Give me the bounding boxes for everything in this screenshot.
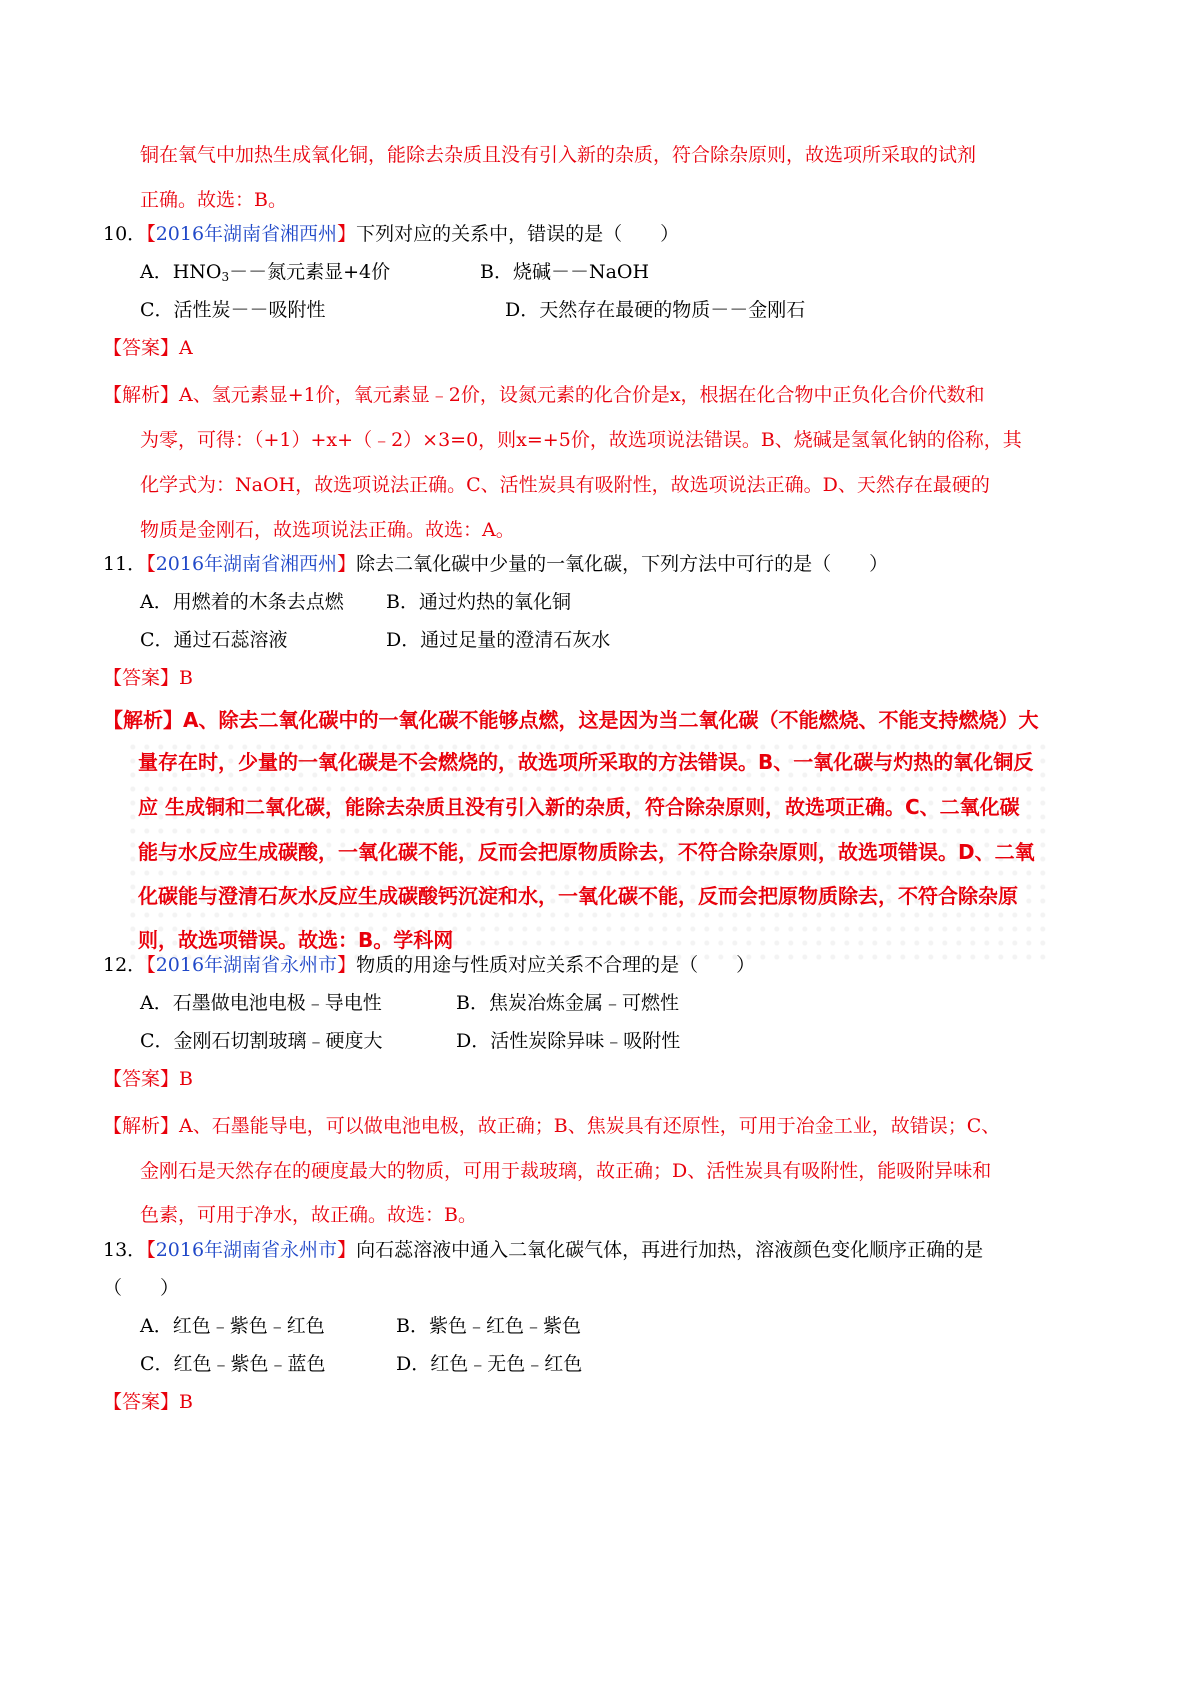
question-11-analysis-line-1 <box>103 708 1038 732</box>
question-number: 12． <box>103 954 147 976</box>
question-11-analysis-line-3: 应 生成铜和二氧化碳，能除去杂质且没有引入新的杂质，符合除杂原则，故选项正确。C、二氧化碳 <box>138 795 1020 819</box>
question-source: 2016年湖南省永州市 <box>155 1239 338 1261</box>
source-bracket-open: 【 <box>146 553 156 575</box>
question-text: 下列对应的关系中，错误的是（ ） <box>356 223 680 245</box>
question-12-analysis-line-3: 色素，可用于净水，故正确。故选：B。 <box>140 1204 477 1226</box>
question-source: 2016年湖南省永州市 <box>155 954 338 976</box>
question-13-answer <box>103 1390 193 1414</box>
question-13-option-a: A．红色﹣紫色﹣红色 <box>140 1315 325 1337</box>
question-11-option-d: D．通过足量的澄清石灰水 <box>386 629 611 651</box>
source-bracket-close: 】 <box>337 223 357 245</box>
answer-tag: 【答案】 <box>103 667 180 689</box>
analysis-tag: 【解析】 <box>103 708 183 732</box>
answer-value: B <box>179 1391 193 1413</box>
question-13-stem-continued: （ ） <box>103 1277 180 1299</box>
question-13-stem <box>103 1238 983 1262</box>
question-10-option-a <box>140 260 390 289</box>
question-11-analysis-line-2: 量存在时，少量的一氧化碳是不会燃烧的，故选项所采取的方法错误。B、一氧化碳与灼热的氧化铜反 <box>138 750 1034 774</box>
question-12-option-b: B．焦炭冶炼金属﹣可燃性 <box>456 992 679 1014</box>
question-13-option-c: C．红色﹣紫色﹣蓝色 <box>140 1353 326 1375</box>
answer-value: B <box>179 667 193 689</box>
question-12-analysis-line-1 <box>103 1114 1000 1138</box>
source-bracket-close: 】 <box>337 1239 357 1261</box>
question-10-answer <box>103 336 193 360</box>
analysis-text: A、石墨能导电，可以做电池电极，故正确；B、焦炭具有还原性，可用于冶金工业，故错误；C、 <box>179 1115 1001 1137</box>
question-11-analysis-line-5: 化碳能与澄清石灰水反应生成碳酸钙沉淀和水，一氧化碳不能，反而会把原物质除去，不符合除杂原 <box>138 884 1018 908</box>
option-text: A．HNO <box>140 261 222 283</box>
answer-value: B <box>179 1068 193 1090</box>
question-12-option-c: C．金刚石切割玻璃﹣硬度大 <box>140 1030 383 1052</box>
question-13-option-d: D．红色﹣无色﹣红色 <box>396 1353 583 1375</box>
question-12-option-d: D．活性炭除异味﹣吸附性 <box>456 1030 681 1052</box>
question-11-option-c: C．通过石蕊溶液 <box>140 629 288 651</box>
answer-tag: 【答案】 <box>103 337 180 359</box>
question-11-option-a: A．用燃着的木条去点燃 <box>140 591 344 613</box>
question-12-answer <box>103 1067 193 1091</box>
source-bracket-open: 【 <box>146 954 156 976</box>
question-12-option-a: A．石墨做电池电极﹣导电性 <box>140 992 382 1014</box>
question-13-option-b: B．紫色﹣红色﹣紫色 <box>396 1315 581 1337</box>
option-text-rest: －－氮元素显+4价 <box>229 261 391 283</box>
analysis-text: A、除去二氧化碳中的一氧化碳不能够点燃，这是因为当二氧化碳（不能燃烧、不能支持燃烧）大 <box>183 708 1039 732</box>
question-10-option-d: D．天然存在最硬的物质－－金刚石 <box>505 299 806 321</box>
question-12-analysis-line-2: 金刚石是天然存在的硬度最大的物质，可用于裁玻璃，故正确；D、活性炭具有吸附性，能吸附异味和 <box>140 1160 992 1182</box>
source-bracket-open: 【 <box>146 223 156 245</box>
answer-tag: 【答案】 <box>103 1068 180 1090</box>
subscript: 3 <box>221 270 230 284</box>
question-11-answer <box>103 666 193 690</box>
answer-value: A <box>179 337 193 359</box>
prev-explanation-line-1: 铜在氧气中加热生成氧化铜，能除去杂质且没有引入新的杂质，符合除杂原则，故选项所采取的试剂 <box>140 144 977 166</box>
question-10-analysis-line-1 <box>103 383 985 407</box>
question-10-option-b: B．烧碱－－NaOH <box>480 261 650 283</box>
question-number: 10． <box>103 223 147 245</box>
question-10-analysis-line-2: 为零，可得：（+1）+x+（﹣2）×3=0，则x=+5价，故选项说法错误。B、烧碱是氢氧化钠的俗称，其 <box>140 429 1022 451</box>
prev-explanation-line-2: 正确。故选：B。 <box>140 189 287 211</box>
question-11-analysis-line-6: 则，故选项错误。故选：B。学科网 <box>138 928 454 952</box>
question-text: 向石蕊溶液中通入二氧化碳气体，再进行加热，溶液颜色变化顺序正确的是 <box>356 1239 984 1261</box>
question-source: 2016年湖南省湘西州 <box>155 223 338 245</box>
question-number: 13． <box>103 1239 147 1261</box>
analysis-text: A、氢元素显+1价，氧元素显﹣2价，设氮元素的化合价是x，根据在化合物中正负化合价代数和 <box>179 384 985 406</box>
question-source: 2016年湖南省湘西州 <box>155 553 338 575</box>
source-bracket-close: 】 <box>337 954 357 976</box>
question-number: 11． <box>103 553 147 575</box>
answer-tag: 【答案】 <box>103 1391 180 1413</box>
analysis-tag: 【解析】 <box>103 1115 180 1137</box>
question-10-analysis-line-3: 化学式为：NaOH，故选项说法正确。C、活性炭具有吸附性，故选项说法正确。D、天然存在最硬的 <box>140 474 990 496</box>
question-11-stem <box>103 552 888 576</box>
question-10-analysis-line-4: 物质是金刚石，故选项说法正确。故选：A。 <box>140 519 515 541</box>
question-text: 除去二氧化碳中少量的一氧化碳，下列方法中可行的是（ ） <box>356 553 889 575</box>
question-text: 物质的用途与性质对应关系不合理的是（ ） <box>356 954 756 976</box>
source-bracket-close: 】 <box>337 553 357 575</box>
question-11-option-b: B．通过灼热的氧化铜 <box>386 591 571 613</box>
source-bracket-open: 【 <box>146 1239 156 1261</box>
question-12-stem <box>103 953 755 977</box>
analysis-tag: 【解析】 <box>103 384 180 406</box>
question-10-option-c: C．活性炭－－吸附性 <box>140 299 326 321</box>
question-10-stem <box>103 222 679 246</box>
question-11-analysis-line-4: 能与水反应生成碳酸，一氧化碳不能，反而会把原物质除去，不符合除杂原则，故选项错误。D、二氧 <box>138 840 1035 864</box>
